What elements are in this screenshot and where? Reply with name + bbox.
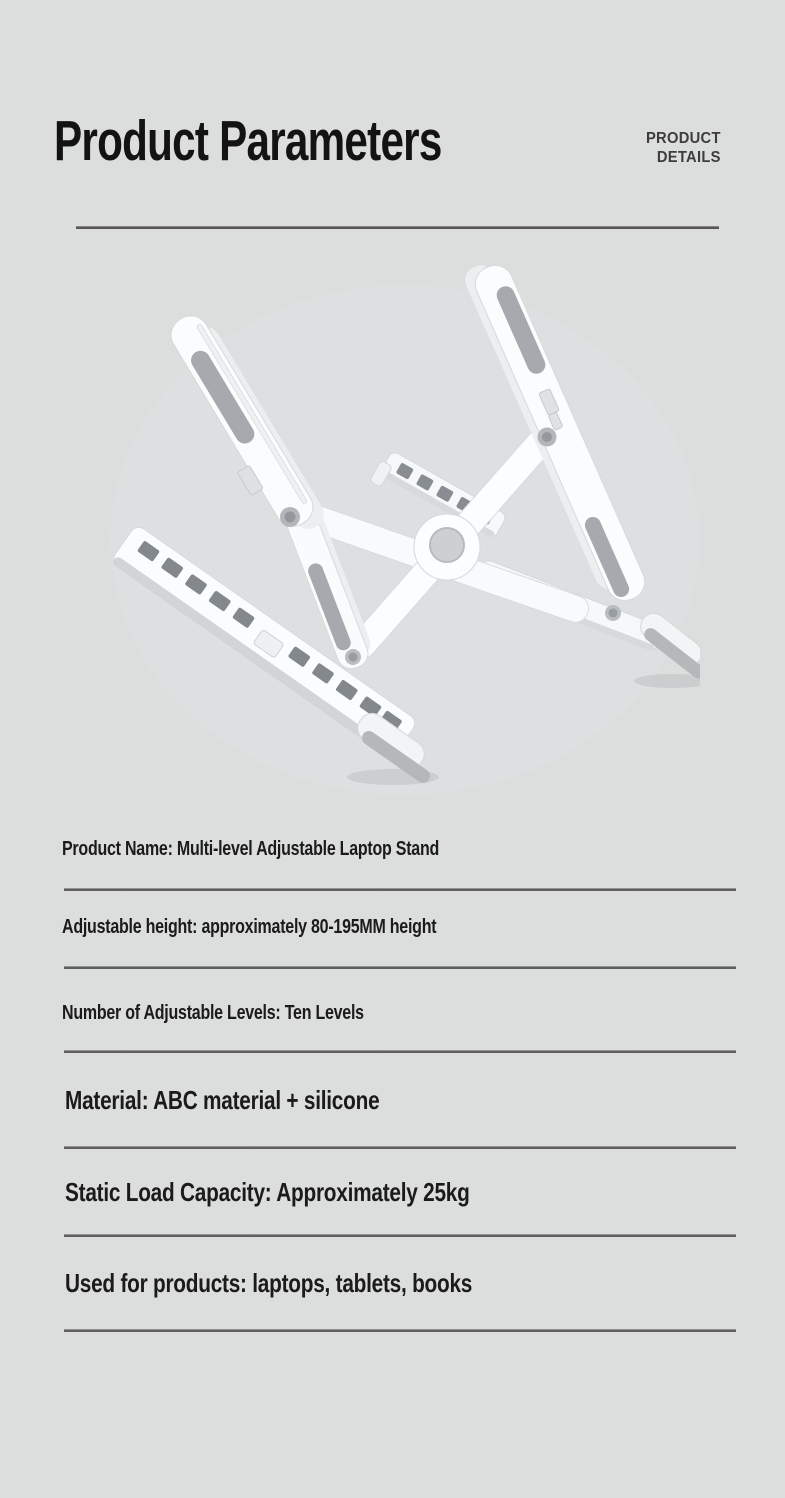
spec-divider bbox=[64, 1234, 736, 1237]
spec-row-adjustable-height bbox=[62, 916, 436, 938]
spec-row-used-for bbox=[65, 1269, 472, 1297]
spec-divider bbox=[64, 888, 736, 891]
stand-left-hinge-pin-center bbox=[285, 512, 296, 523]
stand-left-strut-pin-center bbox=[349, 653, 358, 662]
page-title: Product Parameters bbox=[54, 109, 442, 173]
spec-row-material bbox=[65, 1086, 379, 1114]
stand-right-hinge-pin-center bbox=[542, 432, 552, 442]
stand-center-hinge bbox=[414, 514, 480, 580]
spec-row-load-capacity bbox=[65, 1178, 470, 1206]
spec-row-product-name bbox=[62, 838, 439, 860]
spec-row-adjustable-levels bbox=[62, 1002, 364, 1024]
corner-label-line1: PRODUCT bbox=[646, 130, 721, 147]
spec-divider bbox=[64, 1050, 736, 1053]
spec-text: Product Name: Multi-level Adjustable Laptop Stand bbox=[62, 838, 440, 860]
spec-divider bbox=[64, 1146, 736, 1149]
spec-divider bbox=[64, 1329, 736, 1332]
title-divider bbox=[76, 226, 719, 229]
spec-divider bbox=[64, 966, 736, 969]
spec-text: Static Load Capacity: Approximately 25kg bbox=[65, 1177, 470, 1207]
corner-label bbox=[646, 129, 721, 167]
product-image bbox=[100, 245, 700, 815]
spec-text: Material: ABC material + silicone bbox=[65, 1085, 380, 1115]
corner-label-line2: DETAILS bbox=[657, 149, 721, 166]
spec-text: Number of Adjustable Levels: Ten Levels bbox=[62, 1002, 364, 1024]
laptop-stand-illustration bbox=[100, 245, 700, 815]
spec-text: Adjustable height: approximately 80-195MM height bbox=[62, 916, 437, 938]
spec-text: Used for products: laptops, tablets, books bbox=[65, 1268, 473, 1298]
stand-right-lower-pin-center bbox=[609, 609, 618, 618]
